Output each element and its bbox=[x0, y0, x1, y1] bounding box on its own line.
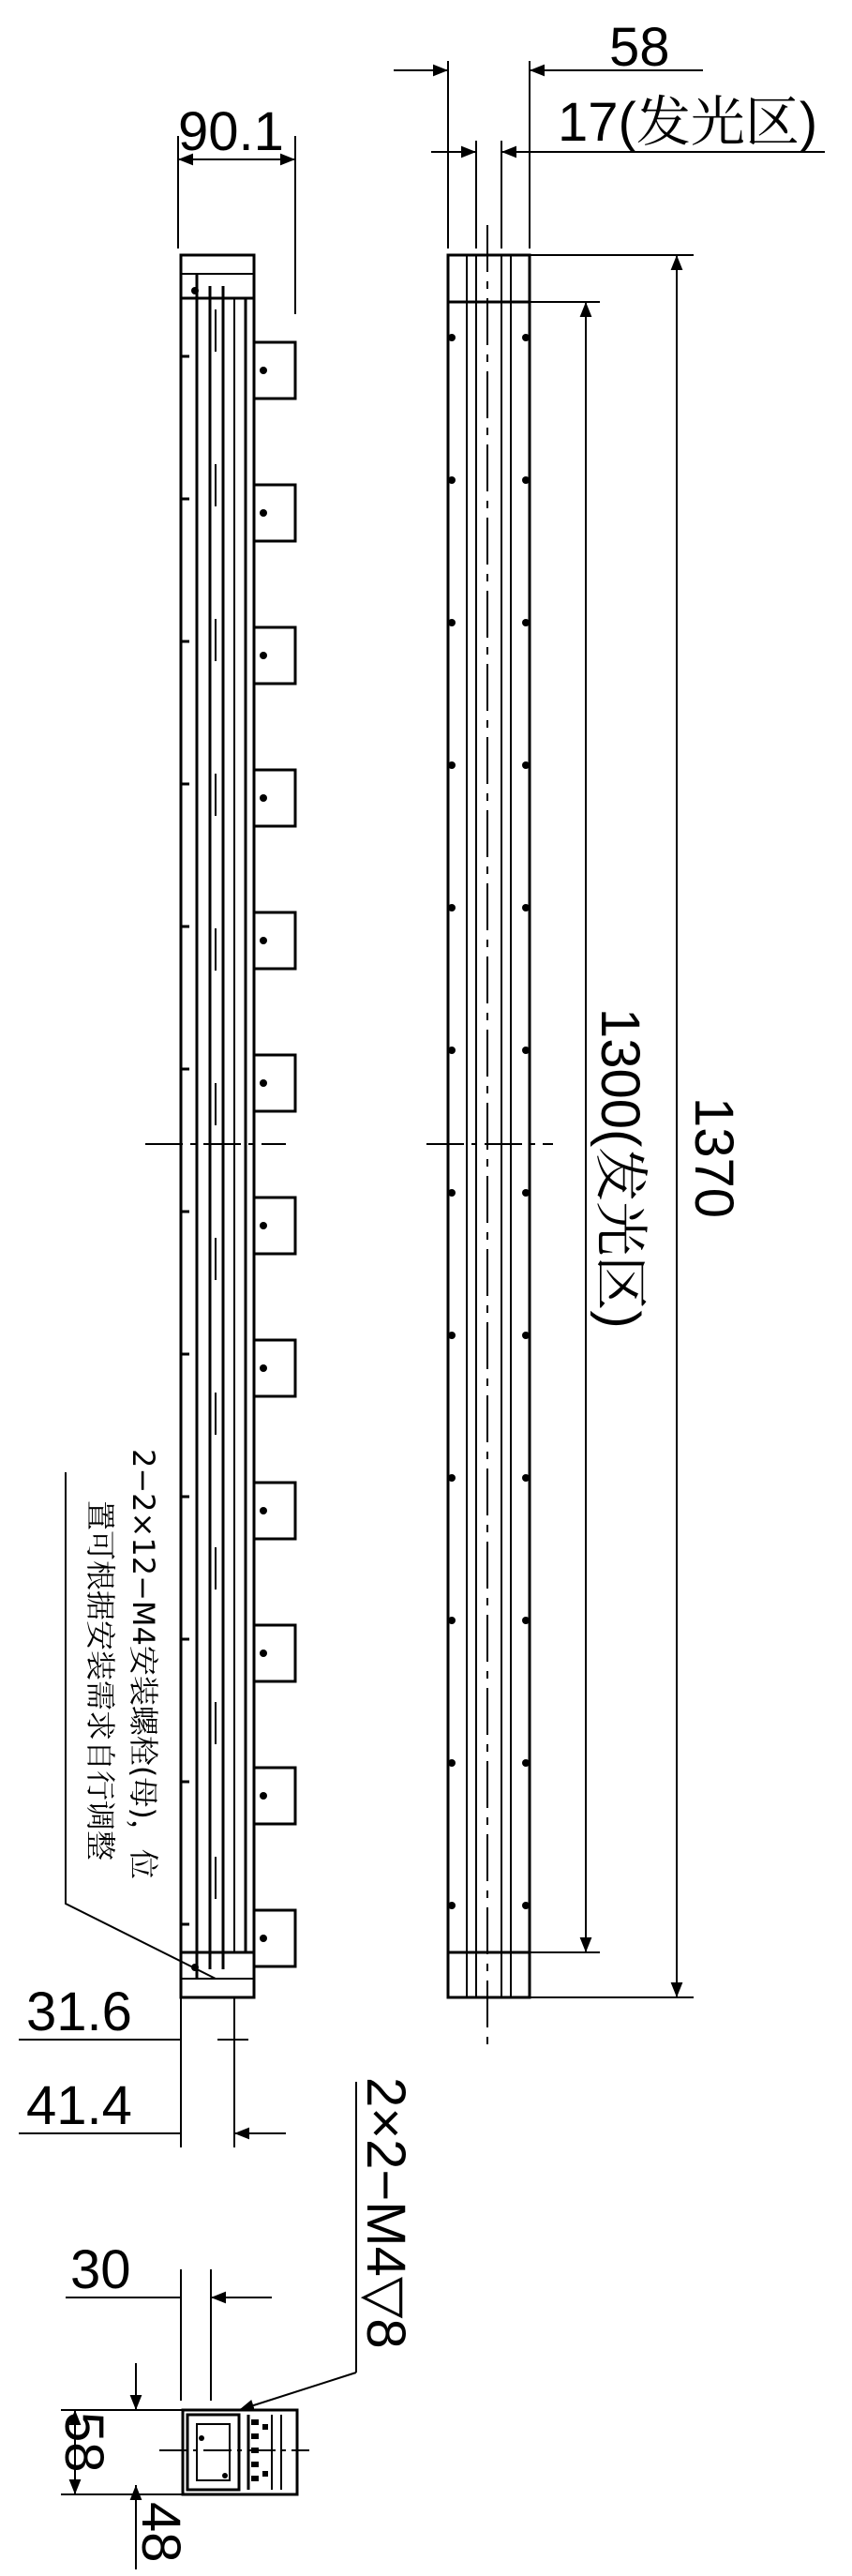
front-view bbox=[394, 17, 825, 2054]
bracket-nut bbox=[260, 937, 267, 944]
bracket-nut bbox=[260, 1792, 267, 1800]
bracket-nut bbox=[260, 509, 267, 517]
front-mounting-point bbox=[448, 761, 456, 769]
bracket-nut bbox=[260, 1507, 267, 1514]
front-mounting-point bbox=[522, 619, 530, 626]
end-view bbox=[53, 2077, 416, 2569]
front-mounting-point bbox=[448, 1047, 456, 1054]
end-height-dimension: 58 bbox=[53, 2412, 114, 2473]
front-mounting-point bbox=[522, 476, 530, 484]
front-mounting-point bbox=[448, 1902, 456, 1909]
front-mounting-point bbox=[448, 1189, 456, 1197]
bracket-nut bbox=[260, 1364, 267, 1372]
emitting-width-dimension: 17(发光区) bbox=[558, 92, 818, 153]
end-depth-dimension: 48 bbox=[130, 2502, 191, 2563]
front-mounting-point bbox=[448, 1474, 456, 1482]
mounting-note bbox=[82, 1449, 161, 1879]
front-mounting-points bbox=[448, 334, 530, 1909]
front-mounting-point bbox=[448, 334, 456, 341]
front-mounting-point bbox=[522, 761, 530, 769]
screw-callout: 2×2−M4▽8 bbox=[355, 2077, 416, 2349]
side-width-dimension: 90.1 bbox=[178, 101, 284, 162]
side-offset-dimension-1: 31.6 bbox=[26, 1981, 132, 2042]
front-mounting-point bbox=[522, 1759, 530, 1767]
front-mounting-point bbox=[522, 1332, 530, 1339]
front-mounting-point bbox=[522, 1189, 530, 1197]
bracket-nut bbox=[260, 1222, 267, 1229]
end-width-dimension: 30 bbox=[70, 2239, 131, 2300]
mounting-note-line-1: 2−2×12−M4安装螺栓(母)，位 bbox=[126, 1449, 161, 1879]
bracket-nut bbox=[260, 652, 267, 659]
bracket-nut bbox=[260, 1079, 267, 1087]
bracket-nut bbox=[260, 1650, 267, 1657]
total-length-dimension: 1370 bbox=[683, 1097, 744, 1219]
front-mounting-point bbox=[448, 476, 456, 484]
emitting-length-dimension: 1300(发光区) bbox=[590, 1008, 650, 1329]
front-mounting-point bbox=[522, 1047, 530, 1054]
bracket-nut bbox=[260, 367, 267, 374]
front-mounting-point bbox=[522, 1617, 530, 1624]
side-offset-dimension-2: 41.4 bbox=[26, 2075, 132, 2136]
front-mounting-point bbox=[448, 1332, 456, 1339]
front-mounting-point bbox=[522, 904, 530, 911]
bracket-nut bbox=[260, 794, 267, 802]
mounting-note-line-2: 置可根据安装需求自行调整 bbox=[82, 1500, 118, 1861]
front-mounting-point bbox=[522, 1474, 530, 1482]
front-mounting-point bbox=[522, 334, 530, 341]
front-mounting-point bbox=[448, 619, 456, 626]
bracket-nut bbox=[260, 1935, 267, 1942]
side-view bbox=[19, 101, 295, 2147]
front-width-dimension: 58 bbox=[609, 17, 670, 78]
front-mounting-point bbox=[448, 1617, 456, 1624]
front-mounting-point bbox=[522, 1902, 530, 1909]
front-mounting-point bbox=[448, 904, 456, 911]
front-mounting-point bbox=[448, 1759, 456, 1767]
